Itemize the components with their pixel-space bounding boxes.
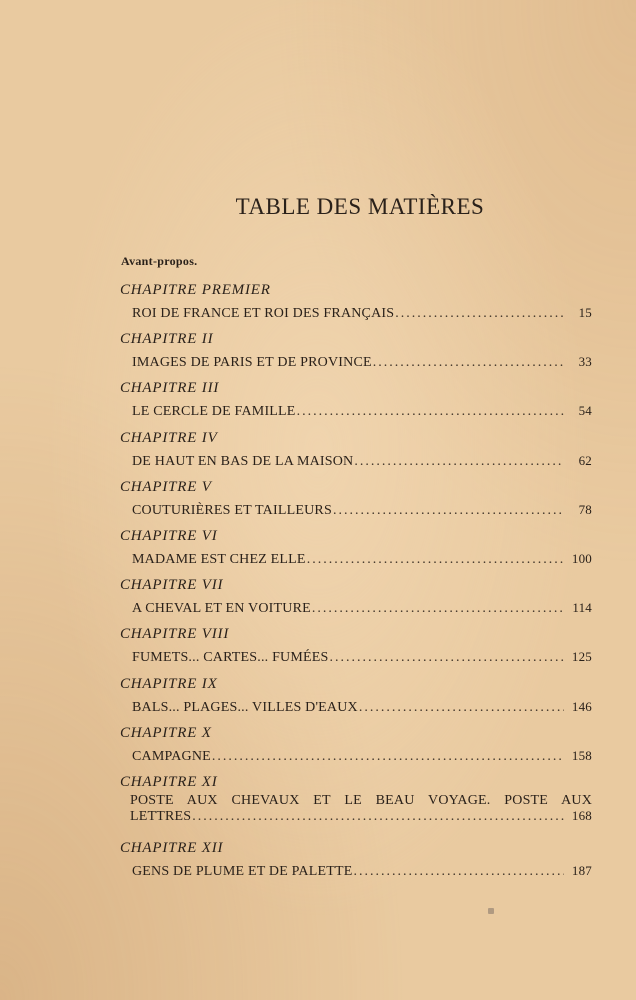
page-number: 187 (571, 862, 592, 878)
dot-leader (312, 601, 564, 617)
toc-chapter-4 (118, 430, 598, 479)
chapter-label: CHAPITRE XI (120, 773, 218, 790)
page-number: 125 (571, 649, 592, 665)
chapter-entry (132, 551, 592, 568)
chapter-title: A CHEVAL ET EN VOITURE (132, 601, 311, 617)
chapter-entry (132, 699, 592, 716)
page-title: TABLE DES MATIÈRES (235, 194, 485, 219)
page-number: 33 (578, 354, 592, 370)
toc-chapter-7 (118, 577, 598, 626)
dot-leader (330, 650, 564, 666)
page-number: 100 (571, 550, 592, 566)
chapter-label: CHAPITRE V (120, 478, 212, 495)
toc-chapter-9 (118, 676, 598, 725)
dot-leader (297, 404, 564, 420)
dot-leader (395, 306, 564, 322)
chapter-title: COUTURIÈRES ET TAILLEURS (132, 502, 332, 518)
chapter-entry (132, 863, 592, 880)
chapter-title-line2-row (130, 808, 592, 824)
page-number: 62 (578, 452, 592, 468)
chapter-title: LE CERCLE DE FAMILLE (132, 404, 296, 420)
toc-chapter-5 (118, 479, 598, 528)
chapter-title: BALS... PLAGES... VILLES D'EAUX (132, 699, 358, 715)
toc-chapter-8 (118, 626, 598, 675)
chapter-entry (132, 649, 592, 666)
dot-leader (307, 552, 564, 568)
avant-propos-entry: Avant-propos. (121, 254, 198, 268)
page-number: 168 (571, 807, 592, 823)
table-of-contents (118, 282, 598, 889)
toc-chapter-11 (118, 774, 598, 840)
chapter-entry (132, 305, 592, 322)
chapter-title: MADAME EST CHEZ ELLE (132, 551, 306, 567)
dot-leader (212, 749, 564, 765)
chapter-entry (132, 502, 592, 519)
chapter-title: ROI DE FRANCE ET ROI DES FRANÇAIS (132, 306, 395, 321)
toc-chapter-3 (118, 380, 598, 429)
chapter-entry (132, 453, 592, 470)
chapter-title: DE HAUT EN BAS DE LA MAISON (132, 453, 354, 469)
paper-speck (488, 908, 494, 914)
page-number: 158 (571, 747, 592, 763)
page-number: 15 (578, 305, 592, 320)
chapter-entry (132, 748, 592, 765)
dot-leader (192, 809, 564, 824)
page-number: 114 (572, 600, 592, 616)
dot-leader (373, 355, 564, 371)
chapter-label: CHAPITRE PREMIER (120, 282, 271, 298)
chapter-entry (132, 403, 592, 420)
chapter-label: CHAPITRE II (120, 331, 214, 348)
dot-leader (353, 864, 564, 880)
chapter-title-line1: POSTE AUX CHEVAUX ET LE BEAU VOYAGE. POSTE AUX (130, 792, 592, 808)
dot-leader (359, 700, 564, 716)
chapter-title: IMAGES DE PARIS ET DE PROVINCE (132, 355, 372, 371)
chapter-title: FUMETS... CARTES... FUMÉES (132, 650, 329, 666)
toc-chapter-12 (118, 840, 598, 889)
dot-leader (354, 454, 564, 470)
chapter-label: CHAPITRE VI (120, 527, 218, 544)
page-number: 78 (578, 501, 592, 517)
page-number: 54 (578, 403, 592, 419)
chapter-title: GENS DE PLUME ET DE PALETTE (132, 863, 353, 879)
chapter-label: CHAPITRE IV (120, 429, 218, 446)
chapter-label: CHAPITRE VIII (120, 626, 230, 643)
toc-chapter-10 (118, 725, 598, 774)
toc-chapter-6 (118, 528, 598, 577)
dot-leader (333, 503, 564, 519)
toc-chapter-2 (118, 331, 598, 380)
chapter-label: CHAPITRE IX (120, 675, 218, 692)
chapter-title-line2: LETTRES (130, 808, 192, 824)
chapter-title: CAMPAGNE (132, 748, 211, 764)
toc-chapter-1 (118, 282, 598, 331)
chapter-entry (132, 354, 592, 371)
page-number: 146 (571, 698, 592, 714)
chapter-entry (130, 793, 592, 824)
chapter-label: CHAPITRE X (120, 724, 212, 741)
chapter-label: CHAPITRE VII (120, 577, 224, 594)
chapter-label: CHAPITRE XII (120, 839, 224, 856)
chapter-entry (132, 600, 592, 617)
chapter-label: CHAPITRE III (120, 380, 220, 397)
